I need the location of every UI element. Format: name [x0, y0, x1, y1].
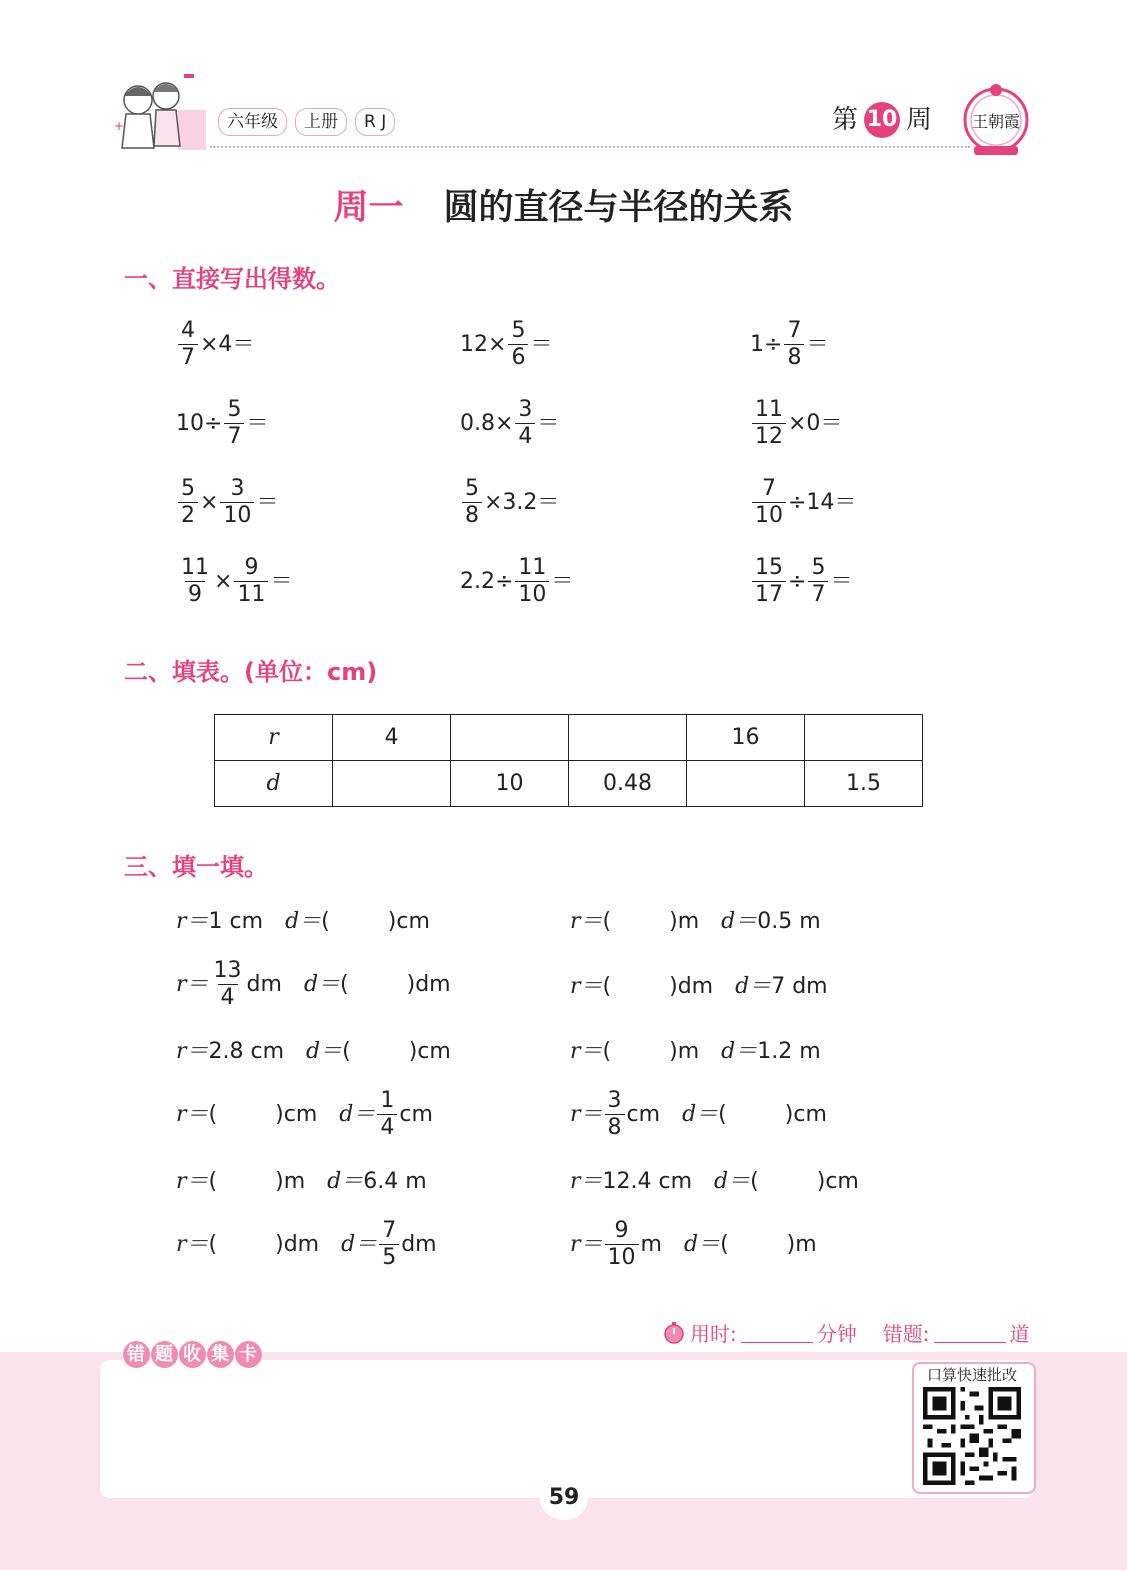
fill-right-3: r＝ ( ) m d＝ 1.2 m	[570, 1039, 821, 1064]
table-row-r	[215, 715, 923, 761]
fill-right-2: r＝ ( ) dm d＝ 7 dm	[570, 974, 828, 999]
fraction: $\frac{5}{2}$	[178, 476, 198, 529]
exercise-2: 12× $\frac{5}{6}$ ＝	[460, 318, 553, 370]
exercise-8: $\frac{5}{8}$ ×3.2＝	[460, 476, 559, 529]
errors-label: 错题:	[882, 1322, 930, 1346]
week-prefix: 第	[832, 105, 859, 135]
fraction: $\frac{3}{8}$	[605, 1088, 625, 1141]
exercise-6: $\frac{11}{12}$ ×0＝	[750, 397, 842, 450]
fraction: $\frac{15}{17}$	[752, 555, 786, 608]
exercise-11: 2.2÷ $\frac{11}{10}$ ＝	[460, 555, 574, 607]
fraction: $\frac{3}{10}$	[220, 476, 254, 529]
fill-left-4: r＝ ( ) cm d＝ $\frac{1}{4}$ cm	[176, 1088, 433, 1140]
table-cell[interactable]: 0.48	[569, 761, 687, 807]
kids-illustration	[108, 70, 208, 152]
exercise-3: 1÷ $\frac{7}{8}$ ＝	[750, 318, 829, 370]
fraction: $\frac{3}{4}$	[515, 397, 535, 450]
fraction: $\frac{7}{8}$	[784, 318, 804, 371]
volume-label: 上册	[295, 108, 347, 136]
fraction: $\frac{5}{7}$	[808, 555, 828, 608]
title-topic: 圆的直径与半径的关系	[443, 188, 794, 228]
week-indicator	[832, 100, 932, 140]
qr-code-icon[interactable]	[923, 1387, 1021, 1485]
errors-unit: 道	[1009, 1322, 1030, 1346]
fraction: $\frac{5}{8}$	[462, 476, 482, 529]
fraction: $\frac{11}{10}$	[515, 555, 549, 608]
fraction: $\frac{7}{10}$	[752, 476, 786, 529]
table-cell[interactable]: 10	[451, 761, 569, 807]
table-cell[interactable]	[569, 715, 687, 761]
fraction: $\frac{5}{7}$	[224, 397, 244, 450]
fraction: $\frac{11}{12}$	[752, 397, 786, 450]
header-divider	[210, 146, 970, 148]
time-blank[interactable]	[741, 1322, 813, 1343]
errors-blank[interactable]	[934, 1322, 1006, 1343]
fill-right-5: r＝ 12.4 cm d＝ ( ) cm	[570, 1169, 859, 1194]
fraction: $\frac{5}{6}$	[508, 318, 528, 371]
exercise-1: $\frac{4}{7}$ ×4＝	[176, 318, 254, 371]
radius-diameter-table	[214, 714, 923, 807]
grade-label: 六年级	[218, 108, 287, 136]
title-day: 周一	[333, 188, 404, 228]
fraction: $\frac{4}{7}$	[178, 318, 198, 371]
row-label: d	[215, 761, 333, 807]
fraction: $\frac{13}{4}$	[213, 958, 242, 1010]
page-number: 59	[540, 1476, 588, 1520]
stopwatch-icon	[662, 1321, 686, 1345]
fill-left-2: r＝ $\frac{13}{4}$ dm d＝ ( ) dm	[176, 958, 451, 1010]
table-cell[interactable]: 1.5	[805, 761, 923, 807]
edition-label: R J	[355, 108, 395, 136]
fill-left-1: r＝ 1 cm d＝ ( ) cm	[176, 909, 430, 934]
fraction: $\frac{1}{4}$	[377, 1088, 397, 1141]
table-cell[interactable]: 4	[333, 715, 451, 761]
error-card-tab: 错 题 收 集 卡	[122, 1340, 262, 1369]
section1-heading: 一、直接写出得数。	[124, 265, 340, 293]
time-label: 用时:	[690, 1322, 737, 1346]
exercise-9: $\frac{7}{10}$ ÷14＝	[750, 476, 856, 529]
fraction: $\frac{7}{5}$	[379, 1218, 399, 1271]
table-cell[interactable]	[451, 715, 569, 761]
exercise-12: $\frac{15}{17}$ ÷ $\frac{5}{7}$ ＝	[750, 555, 852, 608]
table-cell[interactable]	[805, 715, 923, 761]
table-row-d	[215, 761, 923, 807]
section2-heading: 二、填表。(单位：cm)	[124, 658, 378, 686]
minutes-label: 分钟	[816, 1322, 857, 1346]
table-cell[interactable]: 16	[687, 715, 805, 761]
table-cell[interactable]	[687, 761, 805, 807]
fill-right-6: r＝ $\frac{9}{10}$ m d＝ ( ) m	[570, 1218, 817, 1270]
grade-info	[218, 108, 395, 136]
exercise-4: 10÷ $\frac{5}{7}$ ＝	[176, 397, 269, 449]
fill-left-5: r＝ ( ) m d＝ 6.4 m	[176, 1169, 427, 1194]
fill-right-1: r＝ ( ) m d＝ 0.5 m	[570, 909, 821, 934]
week-suffix: 周	[906, 105, 933, 135]
exercise-7: $\frac{5}{2}$ × $\frac{3}{10}$ ＝	[176, 476, 278, 529]
fill-left-3: r＝ 2.8 cm d＝ ( ) cm	[176, 1039, 451, 1064]
exercise-10: $\frac{11}{9}$ × $\frac{9}{11}$ ＝	[176, 555, 292, 608]
fraction: $\frac{11}{9}$	[181, 555, 209, 607]
week-number: 10	[864, 102, 900, 138]
page-title	[0, 184, 1127, 232]
fill-left-6: r＝ ( ) dm d＝ $\frac{7}{5}$ dm	[176, 1218, 437, 1270]
svg-text:+: +	[114, 119, 125, 133]
fill-right-4: r＝ $\frac{3}{8}$ cm d＝ ( ) cm	[570, 1088, 827, 1140]
row-label: r	[215, 715, 333, 761]
exercise-5: 0.8× $\frac{3}{4}$ ＝	[460, 397, 560, 449]
author-seal-logo	[962, 82, 1030, 158]
time-record	[662, 1318, 1030, 1347]
qr-label: 口算快速批改	[926, 1366, 1017, 1384]
svg-text:王朝霞: 王朝霞	[971, 112, 1021, 131]
fraction: $\frac{9}{11}$	[234, 555, 268, 608]
table-cell[interactable]	[333, 761, 451, 807]
section3-heading: 三、填一填。	[124, 853, 268, 881]
fraction: $\frac{9}{10}$	[605, 1218, 639, 1271]
